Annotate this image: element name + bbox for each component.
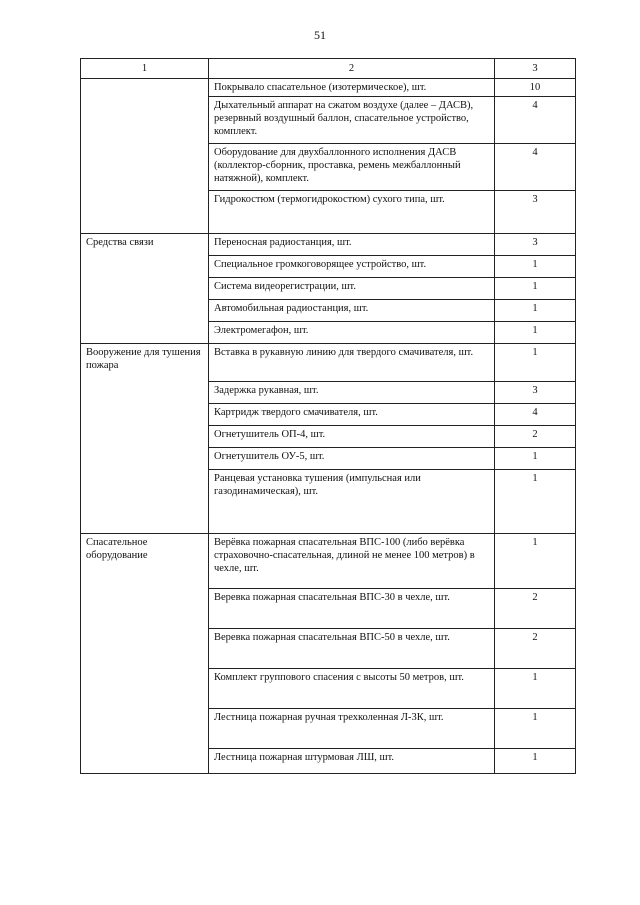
header-col-3: 3 <box>495 59 576 79</box>
item-cell: Специальное громкоговорящее устройство, шт. <box>209 256 495 278</box>
quantity-cell: 1 <box>495 300 576 322</box>
equipment-table-body <box>81 59 576 774</box>
quantity-cell: 2 <box>495 629 576 669</box>
table-row <box>81 534 576 589</box>
item-cell: Веревка пожарная спасательная ВПС-50 в чехле, шт. <box>209 629 495 669</box>
quantity-cell: 1 <box>495 749 576 774</box>
quantity-cell: 4 <box>495 404 576 426</box>
quantity-cell: 3 <box>495 234 576 256</box>
category-cell: Средства связи <box>81 234 209 344</box>
header-col-1: 1 <box>81 59 209 79</box>
item-cell: Ранцевая установка тушения (импульсная или газодинамическая), шт. <box>209 470 495 534</box>
item-cell: Вставка в рукавную линию для твердого смачивателя, шт. <box>209 344 495 382</box>
category-cell: Спасательное оборудование <box>81 534 209 774</box>
quantity-cell: 1 <box>495 278 576 300</box>
header-col-2: 2 <box>209 59 495 79</box>
quantity-cell: 1 <box>495 344 576 382</box>
item-cell: Задержка рукавная, шт. <box>209 382 495 404</box>
item-cell: Переносная радиостанция, шт. <box>209 234 495 256</box>
quantity-cell: 1 <box>495 256 576 278</box>
quantity-cell: 1 <box>495 322 576 344</box>
quantity-cell: 10 <box>495 79 576 97</box>
quantity-cell: 2 <box>495 589 576 629</box>
item-cell: Лестница пожарная штурмовая ЛШ, шт. <box>209 749 495 774</box>
table-row <box>81 234 576 256</box>
quantity-cell: 1 <box>495 669 576 709</box>
item-cell: Гидрокостюм (термогидрокостюм) сухого типа, шт. <box>209 191 495 234</box>
quantity-cell: 2 <box>495 426 576 448</box>
item-cell: Веревка пожарная спасательная ВПС-30 в чехле, шт. <box>209 589 495 629</box>
item-cell: Картридж твердого смачивателя, шт. <box>209 404 495 426</box>
item-cell: Система видеорегистрации, шт. <box>209 278 495 300</box>
item-cell: Автомобильная радиостанция, шт. <box>209 300 495 322</box>
item-cell: Электромегафон, шт. <box>209 322 495 344</box>
item-cell: Дыхательный аппарат на сжатом воздухе (далее – ДАСВ), резервный воздушный баллон, спасательное устройство, комплект. <box>209 97 495 144</box>
category-cell <box>81 79 209 234</box>
quantity-cell: 4 <box>495 97 576 144</box>
quantity-cell: 1 <box>495 534 576 589</box>
table-row <box>81 344 576 382</box>
item-cell: Покрывало спасательное (изотермическое), шт. <box>209 79 495 97</box>
quantity-cell: 1 <box>495 448 576 470</box>
item-cell: Комплект группового спасения с высоты 50 метров, шт. <box>209 669 495 709</box>
equipment-table <box>80 58 576 774</box>
table-row <box>81 79 576 97</box>
quantity-cell: 3 <box>495 191 576 234</box>
quantity-cell: 4 <box>495 144 576 191</box>
item-cell: Огнетушитель ОУ-5, шт. <box>209 448 495 470</box>
page-number: 51 <box>314 28 326 42</box>
item-cell: Огнетушитель ОП-4, шт. <box>209 426 495 448</box>
quantity-cell: 3 <box>495 382 576 404</box>
quantity-cell: 1 <box>495 709 576 749</box>
quantity-cell: 1 <box>495 470 576 534</box>
item-cell: Верёвка пожарная спасательная ВПС-100 (либо верёвка страховочно-спасательная, длиной не менее 100 метров) в чехле, шт. <box>209 534 495 589</box>
item-cell: Лестница пожарная ручная трехколенная Л-3К, шт. <box>209 709 495 749</box>
category-cell: Вооружение для тушения пожара <box>81 344 209 534</box>
header-row <box>81 59 576 79</box>
item-cell: Оборудование для двухбаллонного исполнения ДАСВ (коллектор-сборник, проставка, ремень межбаллонный натяжной), комплект. <box>209 144 495 191</box>
